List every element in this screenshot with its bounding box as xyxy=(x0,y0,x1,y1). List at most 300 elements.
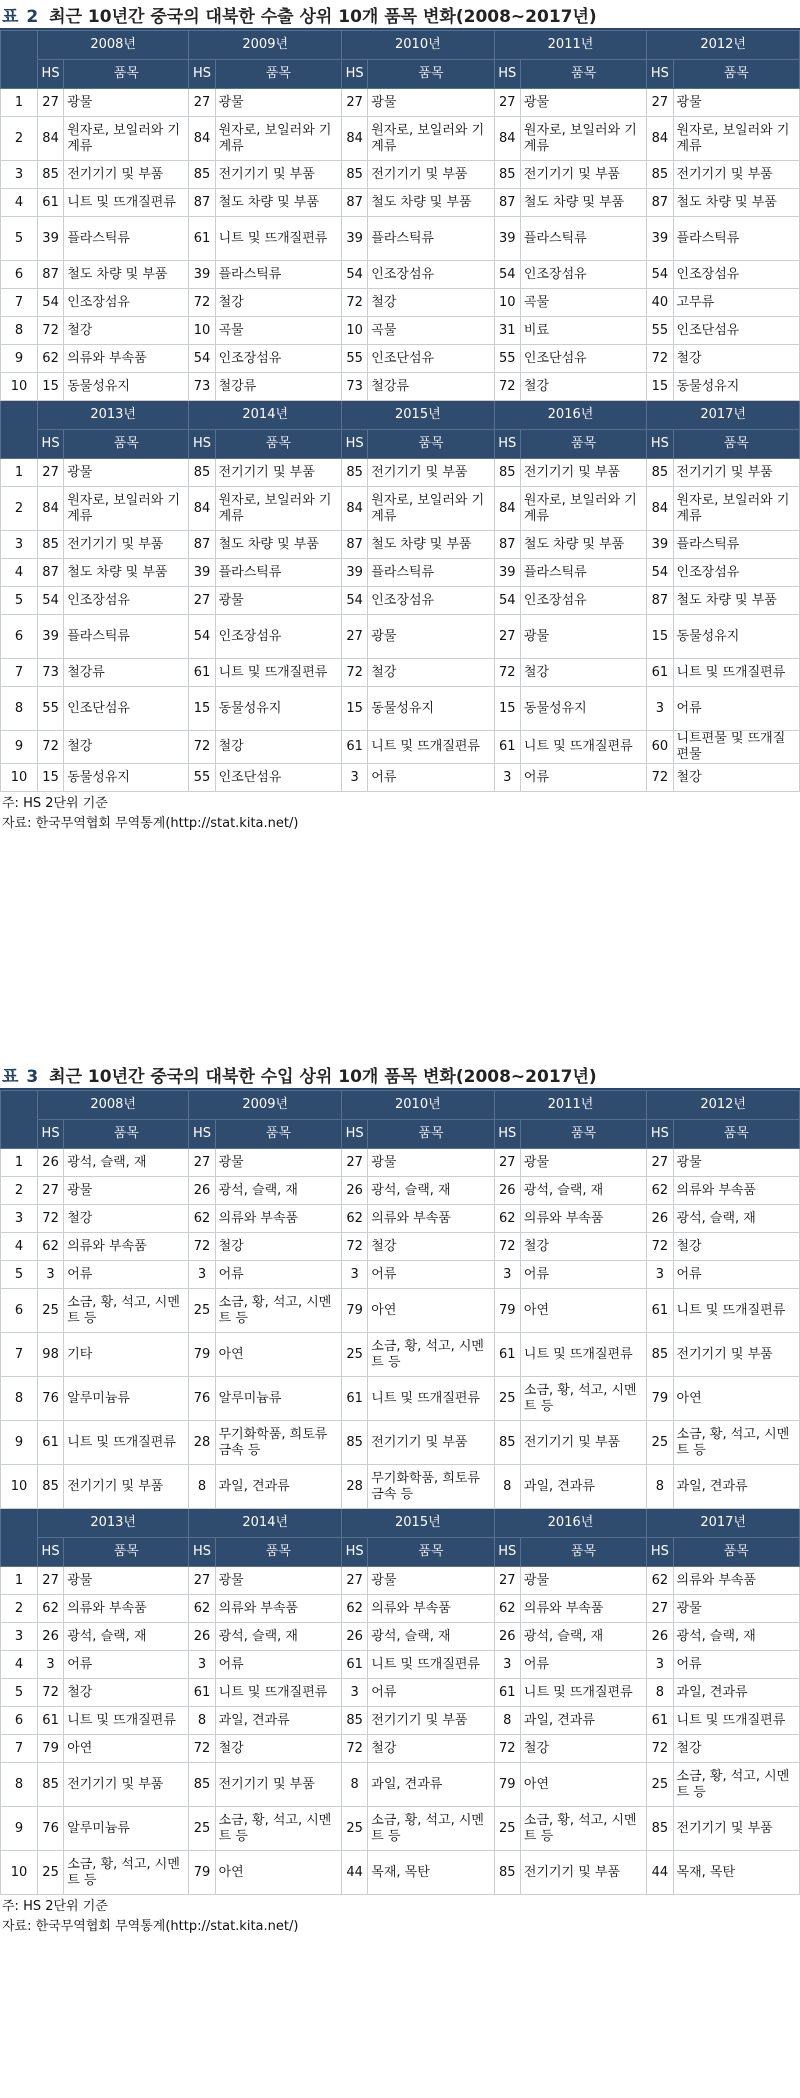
rank-cell: 3 xyxy=(1,161,38,189)
item-name-cell: 아연 xyxy=(520,1289,646,1333)
item-name-cell: 알루미늄류 xyxy=(64,1807,189,1851)
item-name-cell: 인조단섬유 xyxy=(215,764,341,792)
hs-code-cell: 72 xyxy=(37,1679,63,1707)
item-name-cell: 과일, 견과류 xyxy=(673,1465,799,1509)
hs-code-cell: 84 xyxy=(342,487,368,531)
year-header: 2014년 xyxy=(189,1509,342,1538)
hs-code-cell: 27 xyxy=(189,1567,215,1595)
item-name-cell: 인조단섬유 xyxy=(520,345,646,373)
hs-code-cell: 54 xyxy=(189,345,215,373)
item-name-cell: 전기기기 및 부품 xyxy=(215,161,341,189)
item-name-cell: 목재, 목탄 xyxy=(673,1851,799,1895)
rank-header-blank xyxy=(1,401,38,459)
hs-code-cell: 72 xyxy=(342,659,368,687)
item-header: 품목 xyxy=(520,430,646,459)
item-name-cell: 고무류 xyxy=(673,289,799,317)
item-name-cell: 전기기기 및 부품 xyxy=(520,1851,646,1895)
table-row xyxy=(1,659,800,687)
item-name-cell: 철강 xyxy=(215,1233,341,1261)
item-name-cell: 광석, 슬랙, 재 xyxy=(368,1177,494,1205)
rank-cell: 1 xyxy=(1,1567,38,1595)
item-name-cell: 철강 xyxy=(673,764,799,792)
table-row xyxy=(1,1233,800,1261)
hs-code-cell: 87 xyxy=(189,189,215,217)
item-name-cell: 의류와 부속품 xyxy=(368,1595,494,1623)
hs-code-cell: 54 xyxy=(37,587,63,615)
item-name-cell: 의류와 부속품 xyxy=(215,1595,341,1623)
hs-code-cell: 72 xyxy=(494,373,520,401)
hs-code-cell: 25 xyxy=(342,1333,368,1377)
item-name-cell: 인조단섬유 xyxy=(673,317,799,345)
item-name-cell: 곡물 xyxy=(215,317,341,345)
table2-title: 최근 10년간 중국의 대북한 수출 상위 10개 품목 변화(2008~2017년) xyxy=(49,6,597,27)
rank-cell: 4 xyxy=(1,1651,38,1679)
hs-code-cell: 39 xyxy=(647,217,673,261)
item-name-cell: 니트 및 뜨개질편류 xyxy=(673,659,799,687)
hs-code-cell: 62 xyxy=(494,1205,520,1233)
hs-code-cell: 87 xyxy=(494,531,520,559)
rank-cell: 7 xyxy=(1,1333,38,1377)
item-name-cell: 철도 차량 및 부품 xyxy=(215,189,341,217)
hs-header: HS xyxy=(494,60,520,89)
hs-code-cell: 76 xyxy=(37,1377,63,1421)
item-name-cell: 철도 차량 및 부품 xyxy=(520,531,646,559)
rank-cell: 7 xyxy=(1,1735,38,1763)
column-header-row xyxy=(1,60,800,89)
item-name-cell: 광물 xyxy=(368,1567,494,1595)
hs-code-cell: 79 xyxy=(37,1735,63,1763)
item-name-cell: 곡물 xyxy=(520,289,646,317)
year-header: 2015년 xyxy=(342,1509,495,1538)
hs-code-cell: 85 xyxy=(342,1421,368,1465)
item-name-cell: 광물 xyxy=(673,89,799,117)
hs-code-cell: 39 xyxy=(342,559,368,587)
item-name-cell: 아연 xyxy=(520,1763,646,1807)
hs-code-cell: 55 xyxy=(37,687,63,731)
table2-source: 자료: 한국무역협회 무역통계(http://stat.kita.net/) xyxy=(2,816,299,831)
hs-code-cell: 61 xyxy=(342,731,368,764)
item-name-cell: 철강류 xyxy=(215,373,341,401)
item-name-cell: 플라스틱류 xyxy=(520,559,646,587)
item-header: 품목 xyxy=(64,1538,189,1567)
rank-cell: 5 xyxy=(1,1679,38,1707)
table-row xyxy=(1,615,800,659)
hs-code-cell: 27 xyxy=(342,89,368,117)
item-header: 품목 xyxy=(64,1120,189,1149)
year-header: 2013년 xyxy=(37,401,188,430)
item-name-cell: 원자로, 보일러와 기계류 xyxy=(520,487,646,531)
item-name-cell: 철도 차량 및 부품 xyxy=(64,261,189,289)
item-header: 품목 xyxy=(64,60,189,89)
rank-cell: 4 xyxy=(1,189,38,217)
rank-cell: 10 xyxy=(1,1465,38,1509)
table-row xyxy=(1,1205,800,1233)
hs-code-cell: 25 xyxy=(189,1289,215,1333)
item-name-cell: 전기기기 및 부품 xyxy=(673,459,799,487)
hs-code-cell: 62 xyxy=(37,1595,63,1623)
table-row xyxy=(1,531,800,559)
hs-code-cell: 27 xyxy=(647,1595,673,1623)
hs-code-cell: 61 xyxy=(647,659,673,687)
item-name-cell: 니트편물 및 뜨개질편물 xyxy=(673,731,799,764)
hs-code-cell: 85 xyxy=(37,531,63,559)
hs-header: HS xyxy=(494,430,520,459)
item-header: 품목 xyxy=(520,60,646,89)
item-name-cell: 철도 차량 및 부품 xyxy=(368,189,494,217)
rank-cell: 7 xyxy=(1,659,38,687)
hs-code-cell: 26 xyxy=(342,1623,368,1651)
hs-code-cell: 84 xyxy=(342,117,368,161)
hs-code-cell: 72 xyxy=(189,1233,215,1261)
hs-code-cell: 72 xyxy=(494,1735,520,1763)
table-row xyxy=(1,1735,800,1763)
item-name-cell: 철도 차량 및 부품 xyxy=(673,587,799,615)
item-name-cell: 광석, 슬랙, 재 xyxy=(520,1177,646,1205)
year-header: 2012년 xyxy=(647,31,800,60)
table-row xyxy=(1,1679,800,1707)
item-name-cell: 아연 xyxy=(673,1377,799,1421)
item-name-cell: 인조장섬유 xyxy=(673,559,799,587)
item-name-cell: 전기기기 및 부품 xyxy=(368,1421,494,1465)
hs-code-cell: 87 xyxy=(189,531,215,559)
column-header-row xyxy=(1,1538,800,1567)
item-name-cell: 철강 xyxy=(673,1233,799,1261)
item-name-cell: 원자로, 보일러와 기계류 xyxy=(64,487,189,531)
hs-code-cell: 61 xyxy=(494,1679,520,1707)
hs-code-cell: 85 xyxy=(494,1421,520,1465)
item-name-cell: 광물 xyxy=(673,1595,799,1623)
item-name-cell: 플라스틱류 xyxy=(215,261,341,289)
hs-code-cell: 85 xyxy=(647,1807,673,1851)
item-name-cell: 철강 xyxy=(368,1233,494,1261)
table-row xyxy=(1,1421,800,1465)
hs-code-cell: 87 xyxy=(647,587,673,615)
table-row xyxy=(1,373,800,401)
column-header-row xyxy=(1,1120,800,1149)
hs-code-cell: 3 xyxy=(494,1261,520,1289)
hs-code-cell: 61 xyxy=(37,1707,63,1735)
hs-code-cell: 62 xyxy=(189,1595,215,1623)
item-name-cell: 철도 차량 및 부품 xyxy=(520,189,646,217)
hs-code-cell: 28 xyxy=(342,1465,368,1509)
hs-code-cell: 62 xyxy=(189,1205,215,1233)
hs-code-cell: 85 xyxy=(189,161,215,189)
hs-code-cell: 8 xyxy=(494,1465,520,1509)
item-name-cell: 과일, 견과류 xyxy=(673,1679,799,1707)
hs-code-cell: 72 xyxy=(37,731,63,764)
table-row xyxy=(1,1177,800,1205)
item-name-cell: 광석, 슬랙, 재 xyxy=(673,1623,799,1651)
item-header: 품목 xyxy=(368,1120,494,1149)
hs-code-cell: 54 xyxy=(494,587,520,615)
hs-code-cell: 72 xyxy=(342,1735,368,1763)
hs-code-cell: 61 xyxy=(189,659,215,687)
item-name-cell: 니트 및 뜨개질편류 xyxy=(64,1707,189,1735)
item-name-cell: 철강 xyxy=(520,373,646,401)
year-header: 2010년 xyxy=(342,1091,495,1120)
year-header: 2015년 xyxy=(342,401,495,430)
hs-code-cell: 15 xyxy=(342,687,368,731)
rank-cell: 9 xyxy=(1,731,38,764)
item-name-cell: 니트 및 뜨개질편류 xyxy=(520,1679,646,1707)
hs-code-cell: 84 xyxy=(494,487,520,531)
item-name-cell: 광석, 슬랙, 재 xyxy=(215,1623,341,1651)
hs-code-cell: 39 xyxy=(189,559,215,587)
table2-caption xyxy=(0,0,800,30)
year-header: 2016년 xyxy=(494,401,647,430)
item-name-cell: 과일, 견과류 xyxy=(215,1465,341,1509)
item-name-cell: 어류 xyxy=(64,1651,189,1679)
hs-code-cell: 61 xyxy=(37,189,63,217)
year-header: 2011년 xyxy=(494,31,647,60)
year-header: 2010년 xyxy=(342,31,495,60)
hs-code-cell: 85 xyxy=(342,161,368,189)
hs-code-cell: 27 xyxy=(342,1567,368,1595)
item-header: 품목 xyxy=(673,1120,799,1149)
hs-header: HS xyxy=(342,1120,368,1149)
hs-code-cell: 39 xyxy=(647,531,673,559)
item-header: 품목 xyxy=(673,430,799,459)
rank-header-blank xyxy=(1,31,38,89)
hs-code-cell: 39 xyxy=(494,217,520,261)
hs-code-cell: 54 xyxy=(647,261,673,289)
rank-cell: 6 xyxy=(1,261,38,289)
item-name-cell: 인조단섬유 xyxy=(64,687,189,731)
hs-code-cell: 26 xyxy=(494,1177,520,1205)
item-name-cell: 광석, 슬랙, 재 xyxy=(215,1177,341,1205)
hs-code-cell: 25 xyxy=(342,1807,368,1851)
hs-code-cell: 54 xyxy=(189,615,215,659)
item-name-cell: 소금, 황, 석고, 시멘트 등 xyxy=(673,1421,799,1465)
item-name-cell: 동물성유지 xyxy=(215,687,341,731)
hs-code-cell: 85 xyxy=(37,1763,63,1807)
item-header: 품목 xyxy=(673,1538,799,1567)
hs-code-cell: 84 xyxy=(37,487,63,531)
item-name-cell: 인조장섬유 xyxy=(673,261,799,289)
rank-cell: 5 xyxy=(1,1261,38,1289)
hs-header: HS xyxy=(189,1538,215,1567)
item-name-cell: 니트 및 뜨개질편류 xyxy=(368,731,494,764)
table2-note: 주: HS 2단위 기준 xyxy=(2,796,108,811)
hs-code-cell: 61 xyxy=(494,1333,520,1377)
year-header: 2008년 xyxy=(37,1091,188,1120)
rank-cell: 9 xyxy=(1,1807,38,1851)
item-name-cell: 전기기기 및 부품 xyxy=(368,459,494,487)
item-name-cell: 전기기기 및 부품 xyxy=(368,1707,494,1735)
hs-code-cell: 15 xyxy=(37,373,63,401)
item-name-cell: 광물 xyxy=(520,1567,646,1595)
hs-code-cell: 79 xyxy=(494,1763,520,1807)
item-header: 품목 xyxy=(215,1538,341,1567)
item-name-cell: 철강 xyxy=(520,1233,646,1261)
hs-code-cell: 79 xyxy=(494,1289,520,1333)
hs-code-cell: 39 xyxy=(189,261,215,289)
table-row xyxy=(1,1707,800,1735)
hs-code-cell: 15 xyxy=(494,687,520,731)
item-name-cell: 원자로, 보일러와 기계류 xyxy=(673,117,799,161)
item-header: 품목 xyxy=(520,1120,646,1149)
hs-code-cell: 85 xyxy=(342,459,368,487)
rank-header-blank xyxy=(1,1091,38,1149)
hs-header: HS xyxy=(647,430,673,459)
table3-section xyxy=(0,1060,800,1937)
hs-code-cell: 72 xyxy=(647,764,673,792)
hs-code-cell: 26 xyxy=(189,1623,215,1651)
item-name-cell: 알루미늄류 xyxy=(64,1377,189,1421)
item-name-cell: 인조장섬유 xyxy=(520,587,646,615)
item-name-cell: 어류 xyxy=(673,1651,799,1679)
hs-code-cell: 72 xyxy=(494,1233,520,1261)
rank-cell: 2 xyxy=(1,1595,38,1623)
item-name-cell: 전기기기 및 부품 xyxy=(673,161,799,189)
item-header: 품목 xyxy=(520,1538,646,1567)
year-header: 2009년 xyxy=(189,31,342,60)
item-name-cell: 전기기기 및 부품 xyxy=(64,1763,189,1807)
item-name-cell: 광물 xyxy=(368,1149,494,1177)
item-name-cell: 의류와 부속품 xyxy=(64,1595,189,1623)
hs-code-cell: 3 xyxy=(342,1679,368,1707)
hs-header: HS xyxy=(37,1538,63,1567)
rank-cell: 3 xyxy=(1,531,38,559)
hs-code-cell: 31 xyxy=(494,317,520,345)
item-name-cell: 원자로, 보일러와 기계류 xyxy=(368,117,494,161)
item-name-cell: 광물 xyxy=(64,1177,189,1205)
hs-header: HS xyxy=(494,1538,520,1567)
hs-code-cell: 27 xyxy=(494,89,520,117)
item-name-cell: 소금, 황, 석고, 시멘트 등 xyxy=(673,1763,799,1807)
hs-code-cell: 72 xyxy=(189,731,215,764)
hs-code-cell: 27 xyxy=(37,1567,63,1595)
table-row xyxy=(1,1333,800,1377)
table2-grid xyxy=(0,30,800,792)
item-name-cell: 플라스틱류 xyxy=(215,559,341,587)
hs-code-cell: 73 xyxy=(37,659,63,687)
hs-code-cell: 72 xyxy=(189,289,215,317)
table-row xyxy=(1,1149,800,1177)
item-name-cell: 인조장섬유 xyxy=(368,261,494,289)
table-row xyxy=(1,1261,800,1289)
item-name-cell: 광물 xyxy=(520,89,646,117)
hs-code-cell: 27 xyxy=(37,459,63,487)
table-row xyxy=(1,317,800,345)
hs-code-cell: 84 xyxy=(647,487,673,531)
hs-code-cell: 72 xyxy=(189,1735,215,1763)
hs-code-cell: 73 xyxy=(342,373,368,401)
hs-code-cell: 39 xyxy=(37,217,63,261)
hs-code-cell: 27 xyxy=(494,1567,520,1595)
hs-code-cell: 27 xyxy=(189,89,215,117)
hs-code-cell: 84 xyxy=(647,117,673,161)
item-name-cell: 니트 및 뜨개질편류 xyxy=(215,217,341,261)
hs-code-cell: 44 xyxy=(647,1851,673,1895)
hs-header: HS xyxy=(647,1120,673,1149)
hs-header: HS xyxy=(37,1120,63,1149)
item-name-cell: 니트 및 뜨개질편류 xyxy=(673,1707,799,1735)
hs-code-cell: 26 xyxy=(647,1205,673,1233)
table-row xyxy=(1,559,800,587)
item-name-cell: 전기기기 및 부품 xyxy=(215,459,341,487)
hs-code-cell: 54 xyxy=(342,587,368,615)
item-name-cell: 광물 xyxy=(64,89,189,117)
table-row xyxy=(1,1595,800,1623)
item-name-cell: 인조장섬유 xyxy=(64,587,189,615)
hs-code-cell: 79 xyxy=(647,1377,673,1421)
hs-code-cell: 61 xyxy=(342,1651,368,1679)
hs-code-cell: 87 xyxy=(342,189,368,217)
hs-code-cell: 85 xyxy=(37,1465,63,1509)
year-header: 2017년 xyxy=(647,1509,800,1538)
table-row xyxy=(1,1807,800,1851)
table-row xyxy=(1,487,800,531)
item-name-cell: 원자로, 보일러와 기계류 xyxy=(215,117,341,161)
item-name-cell: 전기기기 및 부품 xyxy=(215,1763,341,1807)
hs-code-cell: 3 xyxy=(647,1651,673,1679)
item-name-cell: 니트 및 뜨개질편류 xyxy=(673,1289,799,1333)
table-row xyxy=(1,1763,800,1807)
item-name-cell: 광물 xyxy=(368,89,494,117)
table-row xyxy=(1,687,800,731)
item-name-cell: 철강 xyxy=(368,1735,494,1763)
hs-code-cell: 3 xyxy=(647,687,673,731)
hs-code-cell: 26 xyxy=(494,1623,520,1651)
hs-code-cell: 61 xyxy=(342,1377,368,1421)
item-name-cell: 어류 xyxy=(520,1651,646,1679)
item-name-cell: 의류와 부속품 xyxy=(215,1205,341,1233)
hs-code-cell: 87 xyxy=(647,189,673,217)
hs-code-cell: 26 xyxy=(37,1149,63,1177)
hs-code-cell: 98 xyxy=(37,1333,63,1377)
item-name-cell: 아연 xyxy=(64,1735,189,1763)
hs-code-cell: 62 xyxy=(647,1177,673,1205)
item-name-cell: 광물 xyxy=(64,1567,189,1595)
item-name-cell: 광석, 슬랙, 재 xyxy=(673,1205,799,1233)
item-name-cell: 어류 xyxy=(368,764,494,792)
table2-label: 표 2 xyxy=(2,6,40,27)
hs-code-cell: 85 xyxy=(37,161,63,189)
item-name-cell: 원자로, 보일러와 기계류 xyxy=(215,487,341,531)
item-name-cell: 광물 xyxy=(520,1149,646,1177)
hs-code-cell: 10 xyxy=(494,289,520,317)
hs-code-cell: 27 xyxy=(647,1149,673,1177)
item-name-cell: 광물 xyxy=(520,615,646,659)
item-name-cell: 철강 xyxy=(673,1735,799,1763)
item-header: 품목 xyxy=(215,1120,341,1149)
year-header: 2017년 xyxy=(647,401,800,430)
hs-code-cell: 72 xyxy=(647,1735,673,1763)
item-header: 품목 xyxy=(368,60,494,89)
rank-cell: 10 xyxy=(1,1851,38,1895)
hs-code-cell: 62 xyxy=(647,1567,673,1595)
item-name-cell: 플라스틱류 xyxy=(368,217,494,261)
item-name-cell: 철도 차량 및 부품 xyxy=(215,531,341,559)
rank-cell: 9 xyxy=(1,345,38,373)
table3-caption xyxy=(0,1060,800,1090)
item-name-cell: 원자로, 보일러와 기계류 xyxy=(673,487,799,531)
item-name-cell: 니트 및 뜨개질편류 xyxy=(215,1679,341,1707)
item-name-cell: 무기화학품, 희토류금속 등 xyxy=(215,1421,341,1465)
rank-cell: 7 xyxy=(1,289,38,317)
rank-cell: 4 xyxy=(1,1233,38,1261)
item-name-cell: 어류 xyxy=(673,687,799,731)
item-name-cell: 원자로, 보일러와 기계류 xyxy=(368,487,494,531)
item-name-cell: 의류와 부속품 xyxy=(368,1205,494,1233)
hs-code-cell: 15 xyxy=(647,373,673,401)
item-name-cell: 플라스틱류 xyxy=(673,217,799,261)
hs-code-cell: 39 xyxy=(342,217,368,261)
hs-code-cell: 87 xyxy=(37,559,63,587)
hs-code-cell: 84 xyxy=(37,117,63,161)
hs-header: HS xyxy=(189,60,215,89)
